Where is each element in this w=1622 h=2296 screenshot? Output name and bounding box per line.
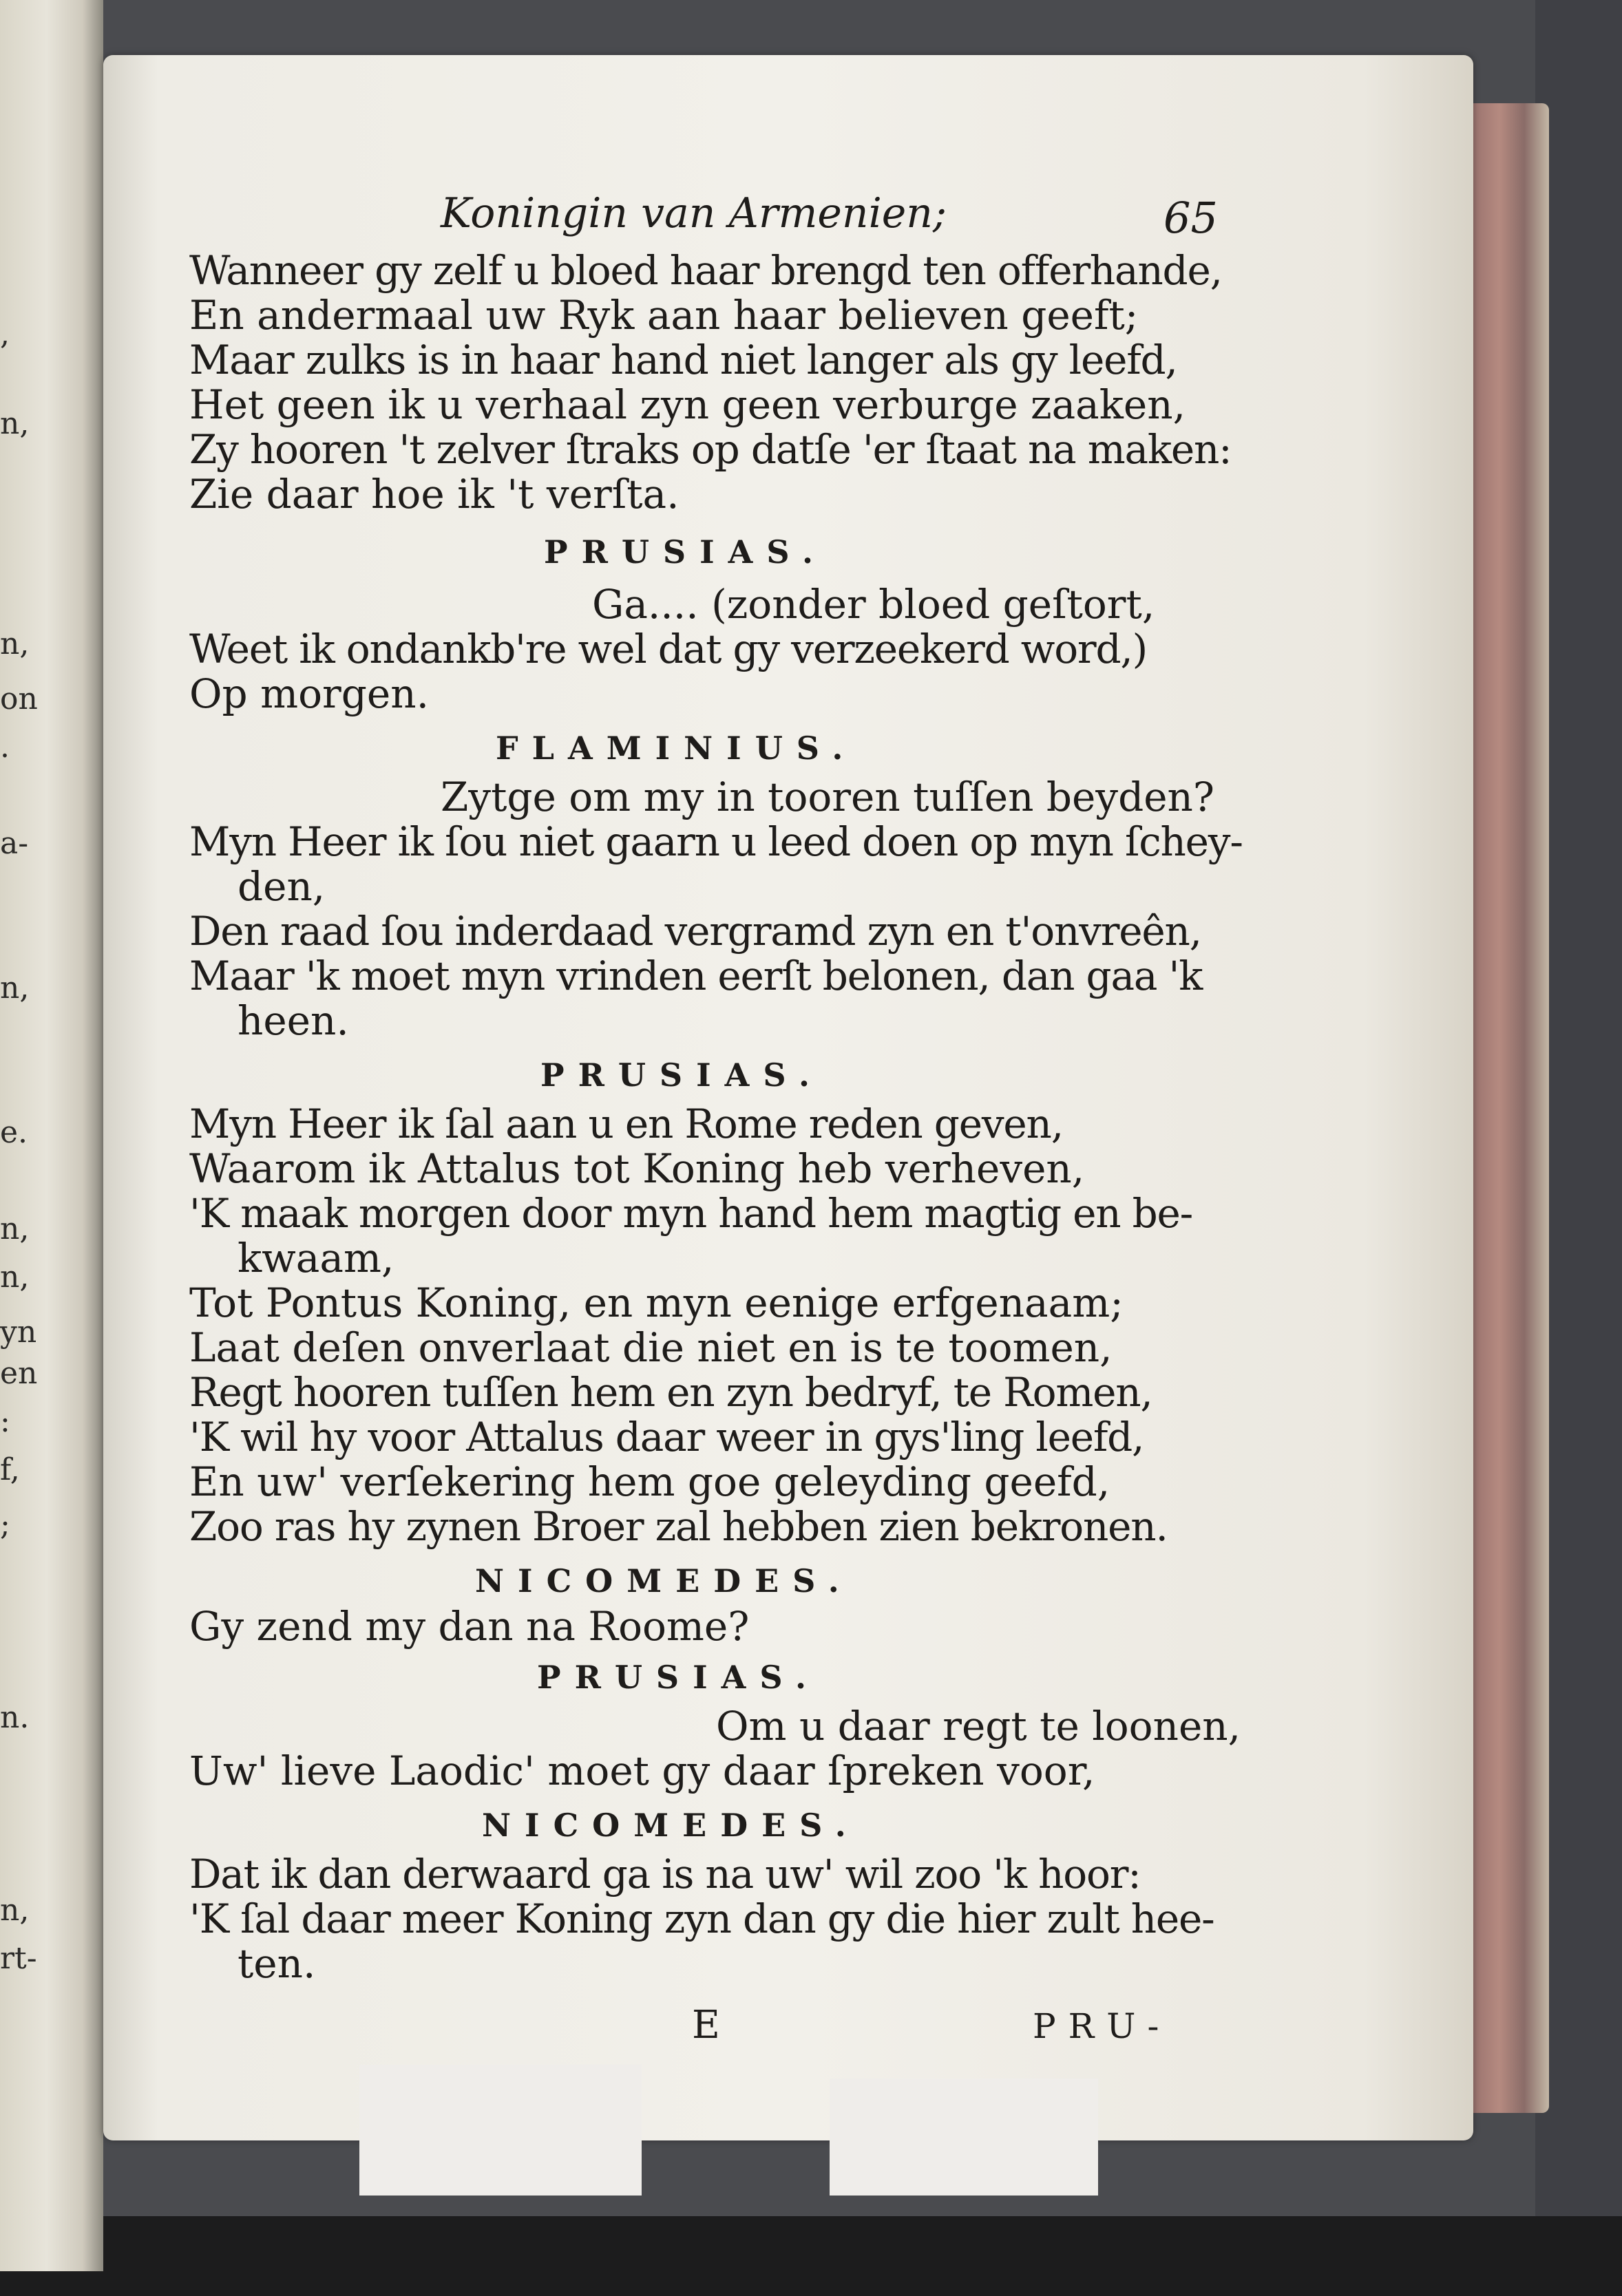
page-number: 65 (1163, 193, 1218, 243)
left-page-fragment: . (0, 730, 10, 765)
book-page (103, 55, 1473, 2140)
verse-line: Om u daar regt te loonen, (716, 1703, 1241, 1750)
left-page-fragment: a- (0, 826, 29, 861)
verse-line: Waarom ik Attalus tot Koning heb verheven, (189, 1145, 1085, 1192)
left-page-fragment: n, (0, 406, 30, 441)
left-page-fragment: yn (0, 1315, 37, 1350)
left-page-fragment: n. (0, 1700, 30, 1735)
verse-line: kwaam, (238, 1235, 394, 1282)
verse-line: Zie daar hoe ik 't verſta. (189, 471, 680, 518)
left-page-fragment: f, (0, 1452, 20, 1487)
masked-area (830, 2079, 1098, 2196)
left-page-fragment: en (0, 1356, 38, 1391)
verse-line: Maar zulks is in haar hand niet langer als gy leefd, (189, 337, 1177, 383)
signature-mark: E (692, 2003, 720, 2048)
catchword: PRU- (1033, 2006, 1172, 2046)
speaker-heading: FLAMINIUS. (496, 730, 857, 767)
left-page-fragment: : (0, 1404, 10, 1439)
verse-line: Regt hooren tuſſen hem en zyn bedryf, te Romen, (189, 1369, 1152, 1416)
left-page-fragment: on (0, 681, 38, 716)
verse-line: Myn Heer ik ſal aan u en Rome reden geven, (189, 1101, 1063, 1147)
speaker-heading: PRUSIAS. (540, 1056, 823, 1094)
verse-line: Den raad ſou inderdaad vergramd zyn en t'onvreên, (189, 908, 1201, 955)
left-page-fragment: n, (0, 626, 30, 661)
verse-line: Op morgen. (189, 670, 429, 717)
verse-line: En uw' verſekering hem goe geleyding geefd, (189, 1458, 1110, 1505)
left-page-fragment: n, (0, 970, 30, 1006)
left-page-fragment: n, (0, 1211, 30, 1246)
verse-line: En andermaal uw Ryk aan haar believen geeft; (189, 292, 1139, 339)
left-page-fragment: n, (0, 1893, 30, 1928)
left-page-fragment: ; (0, 1507, 10, 1542)
masked-area (359, 2065, 642, 2196)
verse-line: Weet ik ondankb're wel dat gy verzeekerd word,) (189, 626, 1148, 672)
verse-line: 'K maak morgen door myn hand hem magtig en be- (189, 1190, 1193, 1237)
verse-line: Zytge om my in tooren tuſſen beyden? (441, 774, 1214, 820)
speaker-heading: PRUSIAS. (544, 533, 827, 571)
verse-line: Zy hooren 't zelver ſtraks op datſe 'er ſtaat na maken: (189, 426, 1232, 473)
verse-line: Gy zend my dan na Roome? (189, 1603, 750, 1650)
verse-line: Maar 'k moet myn vrinden eerſt belonen, dan gaa 'k (189, 953, 1203, 999)
speaker-heading: NICOMEDES. (475, 1562, 853, 1599)
left-facing-page (0, 0, 103, 2271)
speaker-heading: PRUSIAS. (537, 1659, 820, 1696)
verse-line: Tot Pontus Koning, en myn eenige erfgenaam; (189, 1279, 1124, 1326)
verse-line: Myn Heer ik ſou niet gaarn u leed doen op myn ſchey- (189, 818, 1243, 865)
verse-line: den, (238, 863, 326, 910)
verse-line: Laat deſen onverlaat die niet en is te toomen, (189, 1324, 1113, 1371)
verse-line: 'K ſal daar meer Koning zyn dan gy die hier zult hee- (189, 1895, 1214, 1942)
running-title: Koningin van Armenien; (441, 189, 947, 237)
speaker-heading: NICOMEDES. (482, 1807, 860, 1844)
left-page-fragment: , (0, 317, 10, 352)
left-page-fragment: rt- (0, 1941, 37, 1976)
verse-line: Wanneer gy zelf u bloed haar brengd ten offerhande, (189, 247, 1222, 294)
verse-line: Het geen ik u verhaal zyn geen verburge zaaken, (189, 381, 1186, 428)
verse-line: ten. (238, 1940, 316, 1987)
verse-line: Uw' lieve Laodic' moet gy daar ſpreken voor, (189, 1747, 1095, 1794)
verse-line: Zoo ras hy zynen Broer zal hebben zien bekronen. (189, 1503, 1168, 1550)
verse-line: Dat ik dan derwaard ga is na uw' wil zoo 'k hoor: (189, 1851, 1141, 1898)
verse-line: heen. (238, 997, 349, 1044)
left-page-fragment: e. (0, 1115, 28, 1150)
verse-line: 'K wil hy voor Attalus daar weer in gys'ling leefd, (189, 1414, 1144, 1460)
left-page-fragment: n, (0, 1259, 30, 1295)
background-dark-strip (0, 2216, 1622, 2296)
verse-line: Ga.... (zonder bloed geſtort, (592, 581, 1155, 628)
